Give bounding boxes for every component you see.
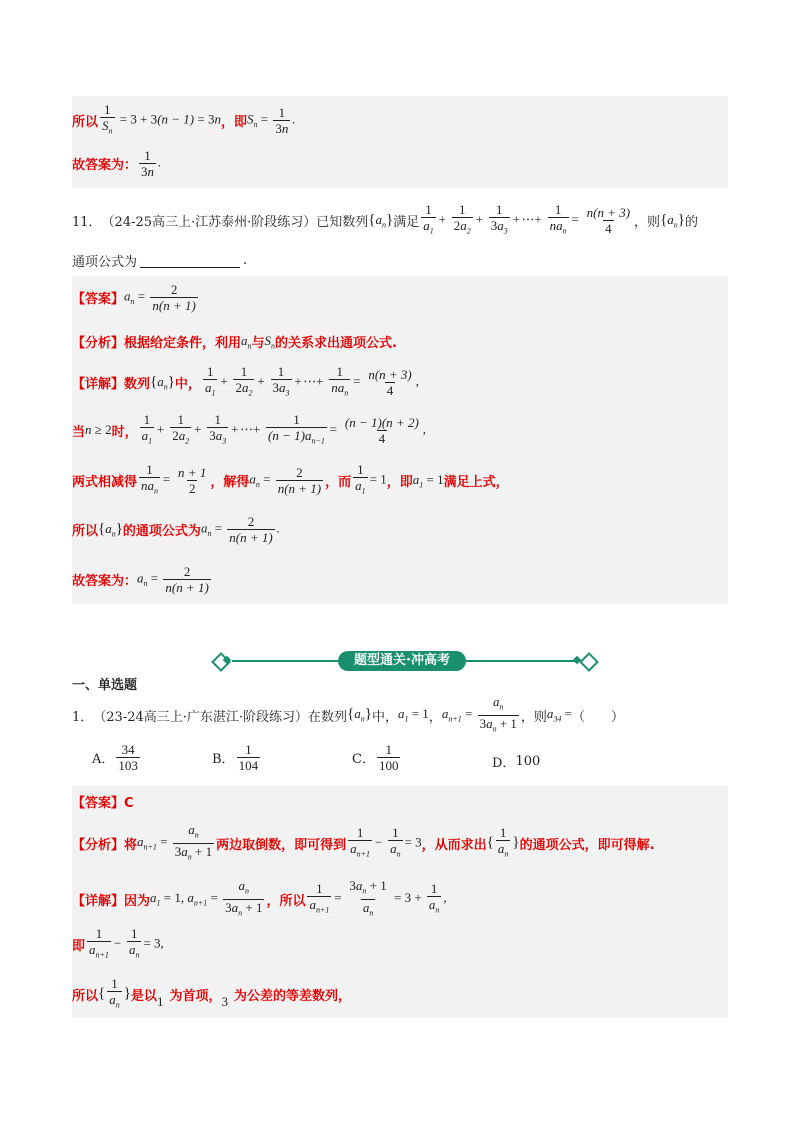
formula-1-over-sn: $\frac{1}{S_n}$ = 3 + 3(n − 1) = 3n xyxy=(98,102,221,139)
formula-sn: $S_n$ = $\frac{1}{3n}$ . xyxy=(246,104,296,136)
choice-b[interactable]: B． $\frac{1}{104}$ xyxy=(212,742,259,773)
answer-blank[interactable] xyxy=(140,253,240,268)
text-then: ，则 xyxy=(634,214,661,230)
answer-label: 【答案】 xyxy=(72,292,125,307)
q11-analysis-line: 【分析】根据给定条件，利用 $a_n$ 与 $S_n$ 的关系求出通项公式. xyxy=(72,332,397,351)
text-so: 所以 xyxy=(72,114,99,130)
question-11-line-2 xyxy=(72,251,247,270)
question-number: 11． xyxy=(72,214,102,230)
formula-answer: $\frac{1}{3n}$ . xyxy=(141,148,162,179)
section-title: 一、单选题 xyxy=(72,678,138,693)
question-1-line: 1． （23-24高三上·广东湛江·阶段练习）在数列 $\{a_n\}$ 中， $a_1 = 1$ ， $a_{n+1}$ = $\frac{a_n}{3a_n + 1}$ ，则 $a_{34}$ = （ ） xyxy=(72,694,624,736)
banner-title: 题型通关·冲高考 xyxy=(338,651,466,671)
q11-general-line: 所以 $\{a_n\}$ 的通项公式为 $a_n$ = $\frac{2}{n(n + 1)}$ . xyxy=(72,514,280,545)
banner-line-left xyxy=(232,660,338,662)
text-namely: ，即 xyxy=(220,114,247,130)
solution-box-q1 xyxy=(72,786,728,1018)
q11-when-line: 当 n ≥ 2 时， $\frac{1}{a_1}$ + $\frac{1}{2a_2}$ + $\frac{1}{3a_3}$ +⋯+ $\frac{1}{(n - 1)a_{n-1}}$ = $\frac{(n - 1)(n + 2)}{4}$ , xyxy=(72,412,426,449)
q1-answer-line: 【答案】C xyxy=(72,796,134,811)
solution-box-top xyxy=(72,96,728,188)
banner-line-right xyxy=(466,660,576,662)
seq-an-2: $\{a_n\}$ xyxy=(660,211,685,230)
q1-so-line: 所以 { $\frac{1}{a_n}$ } 是以 1 为首项， 3 为公差的等差数列， xyxy=(72,976,351,1013)
text-satisfy: 满足 xyxy=(393,214,420,230)
choice-a[interactable]: A． $\frac{34}{103}$ xyxy=(92,742,138,773)
text-of: 的 xyxy=(684,214,698,230)
solution-box-q11 xyxy=(72,276,728,604)
choice-d[interactable]: D． 100 xyxy=(492,754,541,771)
q11-detail-line: 【详解】数列 $\{a_n\}$ 中， $\frac{1}{a_1}$ + $\frac{1}{2a_2}$ + $\frac{1}{3a_3}$ +⋯+ $\frac{1}{na_n}$ = $\frac{n(n + 3)}{4}$ , xyxy=(72,364,419,401)
q1-ji-line: 即 $\frac{1}{a_{n+1}}$ − $\frac{1}{a_n}$ = 3, xyxy=(72,926,164,963)
q11-answer-line xyxy=(72,282,200,313)
formula-sum: $\frac{1}{a_1}$ + $\frac{1}{2a_2}$ + $\frac{1}{3a_3}$ +⋯+ $\frac{1}{na_n}$ = $\frac{n(n + 3)}{4}$ xyxy=(419,202,634,239)
top-line-2 xyxy=(72,148,161,179)
seq-an: $\{a_n\}$ xyxy=(368,211,394,230)
formula-an-answer: $a_n$ = $\frac{2}{n(n + 1)}$ xyxy=(124,282,196,313)
choice-c[interactable]: C． $\frac{1}{100}$ xyxy=(352,742,399,773)
q11-subtract-line: 两式相减得 $\frac{1}{na_n}$ = $\frac{n + 1}{2}$ ，解得 $a_n$ = $\frac{2}{n(n + 1)}$ ，而 $\frac{1}{a_1}$ = 1 ，即 $a_1 = 1$ 满足上式， xyxy=(72,462,509,499)
top-line-1 xyxy=(72,102,296,139)
text-general-formula: 通项公式为 xyxy=(72,255,138,270)
text-period: . xyxy=(243,253,248,268)
section-banner xyxy=(210,651,595,671)
text-answer-is: 故答案为： xyxy=(72,158,138,173)
question-11-line-1 xyxy=(72,202,698,239)
q1-detail-line: 【详解】因为 $a_1 = 1$, $a_{n+1}$ = $\frac{a_n}{3a_n + 1}$ ，所以 $\frac{1}{a_{n+1}}$ = $\frac{3a_n + 1}{a_n}$ = 3 + $\frac{1}{a_n}$ , xyxy=(72,878,447,920)
q11-final-line: 故答案为： $a_n$ = $\frac{2}{n(n + 1)}$ xyxy=(72,564,209,595)
analysis-text: 【分析】根据给定条件，利用 xyxy=(72,336,242,351)
question-source: （24-25高三上·江苏泰州·阶段练习）已知数列 xyxy=(101,214,369,230)
q1-analysis-line: 【分析】将 $a_{n+1}$ = $\frac{a_n}{3a_n + 1}$ 两边取倒数，即可得到 $\frac{1}{a_{n+1}}$ − $\frac{1}{a_n}$ = 3 ，从而求出 { $\frac{1}{a_n}$ } 的通项公式，即可得解. xyxy=(72,822,655,864)
diamond-right-icon xyxy=(579,652,599,672)
